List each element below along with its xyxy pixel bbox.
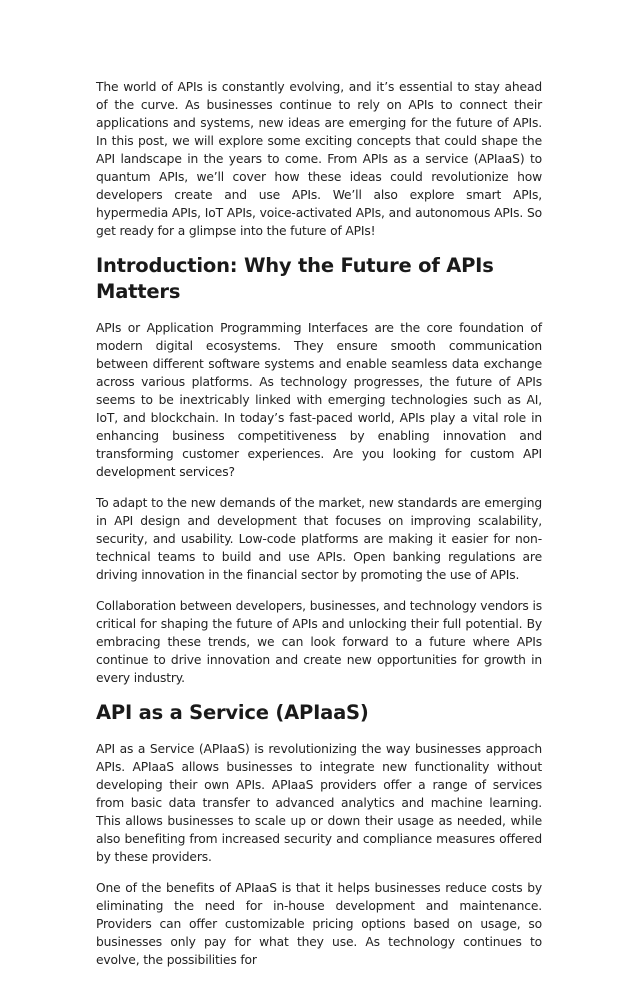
introduction-paragraph-3: Collaboration between developers, businesses, and technology vendors is critical for shaping the future of APIs and unlocking their full potential. By embracing these trends, we can look forward to a future where APIs continue to drive innovation and create new opportunities for growth in every industry.: [96, 599, 542, 685]
custom-api-services-link[interactable]: custom API development services: [96, 447, 542, 479]
introduction-paragraph-1-end: ?: [228, 465, 235, 479]
introduction-paragraph-1: [96, 319, 542, 481]
apiaas-paragraph-1: API as a Service (APIaaS) is revolutionizing the way businesses approach APIs. APIaaS allows businesses to integrate new functionality without developing their own APIs. APIaaS providers offer a range of services from basic data transfer to advanced analytics and machine learning. This allows businesses to scale up or down their usage as needed, while also benefiting from increased security and compliance measures offered by these providers.: [96, 742, 542, 864]
intro-paragraph: The world of APIs is constantly evolving, and it’s essential to stay ahead of the curve. As businesses continue to rely on APIs to connect their applications and systems, new ideas are emerging for the future of APIs. In this post, we will explore some exciting concepts that could shape the API landscape in the years to come. From APIs as a service (APIaaS) to quantum APIs, we’ll cover how these ideas could revolutionize how developers create and use APIs. We’ll also explore smart APIs, hypermedia APIs, IoT APIs, voice-activated APIs, and autonomous APIs. So get ready for a glimpse into the future of APIs!: [96, 80, 542, 238]
section-heading-introduction: Introduction: Why the Future of APIs Matters: [96, 254, 494, 303]
document-page: [96, 78, 542, 982]
apiaas-paragraph-2: One of the benefits of APIaaS is that it helps businesses reduce costs by eliminating the need for in-house development and maintenance. Providers can offer customizable pricing options based on usage, so businesses only pay for what they use. As technology continues to evolve, the possibilities for: [96, 881, 542, 967]
section-heading-apiaas: API as a Service (APIaaS): [96, 701, 369, 724]
introduction-paragraph-2: To adapt to the new demands of the market, new standards are emerging in API design and development that focuses on improving scalability, security, and usability. Low-code platforms are making it easier for non-technical teams to build and use APIs. Open banking regulations are driving innovation in the financial sector by promoting the use of APIs.: [96, 496, 542, 582]
introduction-paragraph-1-text: APIs or Application Programming Interfaces are the core foundation of modern digital ecosystems. They ensure smooth communication between different software systems and enable seamless data exchange across various platforms. As technology progresses, the future of APIs seems to be inextricably linked with emerging technologies such as AI, IoT, and blockchain. In today’s fast-paced world, APIs play a vital role in enhancing business competitiveness by enabling innovation and transforming customer experiences. Are you looking for: [96, 321, 542, 461]
